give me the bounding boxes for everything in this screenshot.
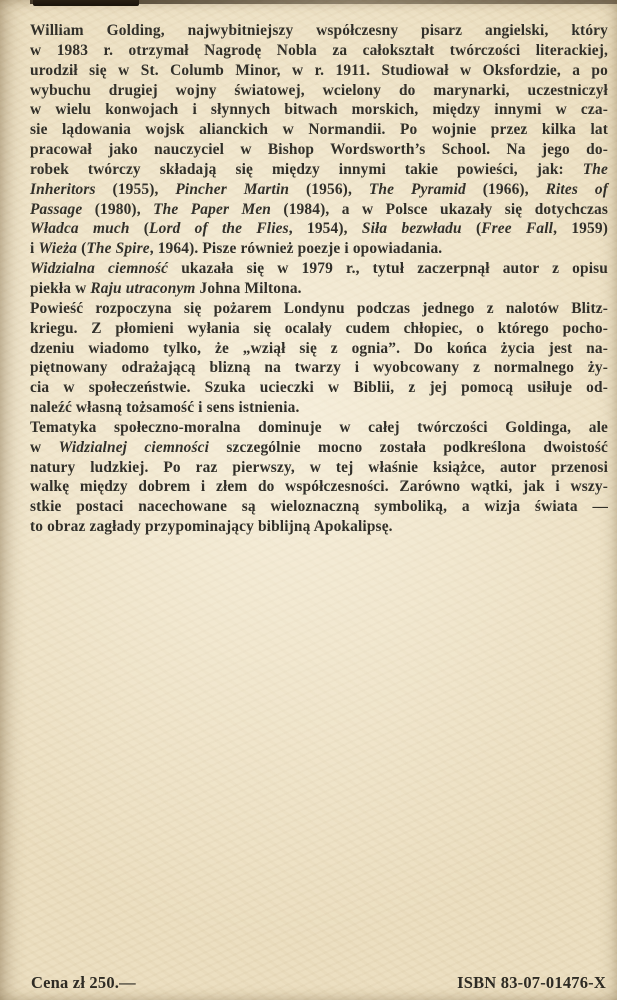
text-run: ( (129, 220, 150, 238)
text-run: Johna Miltona. (195, 279, 302, 297)
text-run: William Golding, najwybitniejszy współczesny pisarz angielski, który (30, 22, 608, 39)
text-run: wybuchu drugiej wojny światowej, wcielony do marynarki, uczestniczył (30, 81, 608, 99)
scan-mark-artifact (33, 0, 139, 6)
text-line (30, 21, 608, 41)
text-line (30, 81, 608, 101)
text-line (30, 438, 608, 458)
book-title-italic-run: Passage (30, 200, 83, 218)
text-line (30, 378, 608, 398)
text-run: naleźć własną tożsamość i sens istnienia. (30, 399, 300, 417)
text-run: ( (461, 220, 482, 238)
text-run: piętnowany odrażającą blizną na twarzy i wyobcowany z normalnego ży- (30, 359, 608, 377)
book-title-italic-run: Widzialna ciemność (30, 260, 169, 278)
book-title-italic-run: The Paper Men (153, 200, 272, 218)
text-run: sie lądowania wojsk alianckich w Normandii. Po wojnie przez kilka lat (30, 121, 608, 139)
text-line (30, 477, 608, 497)
text-run: cia w społeczeństwie. Szuka ucieczki w Biblii, z jej pomocą usiłuje od- (30, 379, 608, 397)
book-title-italic-run: Free Fall (481, 220, 554, 238)
text-run: i (30, 240, 39, 258)
text-line (30, 160, 608, 180)
book-title-italic-run: The (582, 160, 608, 178)
text-run: urodził się w St. Columb Minor, w r. 1911. Studiował w Oksfordzie, a po (30, 61, 608, 79)
text-run: pracował jako nauczyciel w Bishop Wordsworth’s School. Na jego do- (30, 141, 608, 159)
book-title-italic-run: Pincher Martin (175, 180, 290, 198)
text-run: (1956), (289, 180, 369, 198)
text-run: robek twórczy składają się między innymi takie powieści, jak: (30, 160, 583, 178)
text-line (30, 61, 608, 81)
text-run: , 1964). Pisze również poezje i opowiadania. (149, 240, 443, 258)
text-line (30, 200, 608, 220)
book-title-italic-run: Widzialnej ciemności (58, 438, 210, 456)
book-title-italic-run: Raju utraconym (90, 279, 196, 297)
text-line (30, 398, 608, 418)
text-line (30, 279, 608, 299)
text-run: (1980), (82, 200, 154, 218)
text-run: natury ludzkiej. Po raz pierwszy, w tej właśnie książce, autor przenosi (30, 458, 608, 476)
text-line (30, 120, 608, 140)
book-title-italic-run: Rites of (545, 180, 608, 198)
text-run: szczególnie mocno została podkreślona dwoistość (209, 438, 608, 456)
text-line (30, 140, 608, 160)
footer (31, 973, 606, 993)
text-run: dzeniu wiadomo tylko, że „wziął się z ognia”. Do końca życia jest na- (30, 339, 608, 357)
text-line (30, 339, 608, 359)
text-line (30, 219, 608, 239)
text-run: , 1959) (553, 220, 608, 238)
text-line (30, 319, 608, 339)
price-label: Cena zł 250.— (31, 973, 136, 992)
text-line (30, 299, 608, 319)
book-title-italic-run: Władca much (30, 220, 130, 238)
text-line (30, 180, 608, 200)
text-line (30, 239, 608, 259)
text-run: w 1983 r. otrzymał Nagrodę Nobla za całokształt twórczości literackiej, (30, 41, 608, 59)
description-text (30, 21, 608, 537)
text-run: walkę między dobrem i złem do współczesności. Zarówno wątki, jak i wszy- (30, 478, 608, 496)
text-run: , 1954), (288, 220, 362, 238)
text-line (30, 100, 608, 120)
text-line (30, 418, 608, 438)
text-run: ukazała się w 1979 r., tytuł zaczerpnął autor z opisu (168, 260, 608, 278)
text-run: (1955), (95, 180, 176, 198)
text-run: Powieść rozpoczyna się pożarem Londynu podczas jednego z nalotów Blitz- (30, 299, 608, 317)
book-title-italic-run: Inheritors (30, 180, 96, 198)
isbn-label: ISBN 83-07-01476-X (457, 973, 606, 992)
text-run: to obraz zagłady przypominający biblijną Apokalipsę. (30, 518, 393, 536)
text-run: Tematyka społeczno-moralna dominuje w całej twórczości Goldinga, ale (30, 418, 608, 436)
text-run: w (30, 438, 59, 456)
text-line (30, 259, 608, 279)
book-title-italic-run: Siła bezwładu (361, 220, 462, 238)
text-run: ( (77, 240, 87, 258)
book-title-italic-run: The Pyramid (368, 180, 466, 198)
text-line (30, 458, 608, 478)
text-run: piekła w (30, 279, 91, 297)
book-title-italic-run: Lord of the Flies (149, 220, 289, 238)
text-run: (1984), a w Polsce ukazały się dotychczas (271, 200, 609, 218)
text-run: w wielu konwojach i słynnych bitwach morskich, między innymi w cza- (30, 101, 608, 119)
text-line (30, 358, 608, 378)
book-title-italic-run: Wieża (38, 240, 78, 258)
text-run: (1966), (465, 180, 546, 198)
text-line (30, 517, 608, 537)
text-run: kriegu. Z płomieni wyłania się ocalały cudem chłopiec, o którego pocho- (30, 319, 608, 337)
book-title-italic-run: The Spire (86, 240, 150, 258)
text-line (30, 41, 608, 61)
text-run: stkie postaci nacechowane są wieloznaczną symboliką, a wizja świata — (30, 498, 608, 516)
text-line (30, 497, 608, 517)
